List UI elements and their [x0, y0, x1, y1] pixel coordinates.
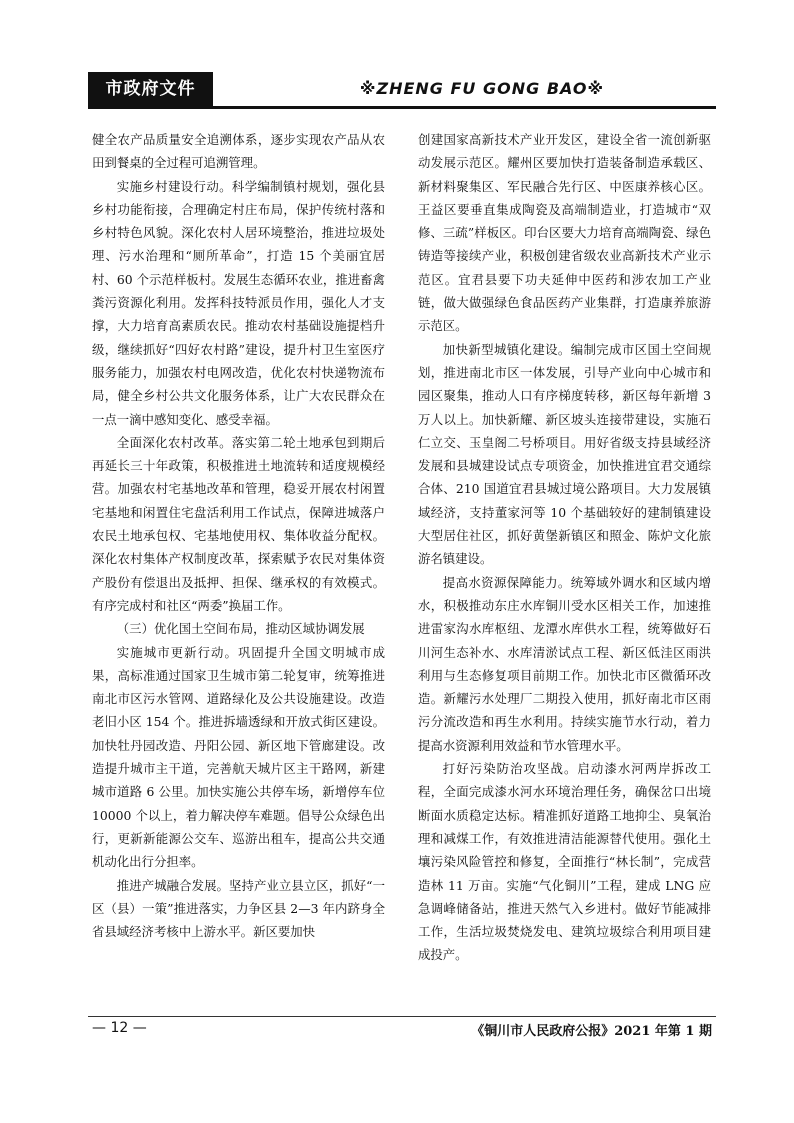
running-title: ※ZHENG FU GONG BAO※ — [359, 79, 605, 98]
section-tag: 市政府文件 — [88, 72, 213, 106]
page-number: — 12 — — [92, 1020, 147, 1036]
left-column — [92, 128, 385, 943]
header-rule — [88, 106, 716, 109]
right-column — [418, 128, 711, 967]
paragraph: 创建国家高新技术产业开发区，建设全省一流创新驱动发展示范区。耀州区要加快打造装备制造承载区、新材料聚集区、军民融合先行区、中医康养核心区。王益区要垂直集成陶瓷及高端制造业，打造城市“双修、三疏”样板区。印台区要大力培育高端陶瓷、绿色铸造等接续产业，积极创建省级农业高新技术产业示范区。宜君县要下功夫延伸中医药和涉农加工产业链，做大做强绿色食品医药产业集群，打造康养旅游示范区。 — [418, 132, 711, 334]
section-heading: （三）优化国土空间布局，推动区域协调发展 — [116, 621, 365, 637]
paragraph: 加快新型城镇化建设。编制完成市区国土空间规划，推进南北市区一体发展，引导产业向中心城市和园区聚集，推动人口有序梯度转移，新区每年新增 3 万人以上。加快新耀、新区坡头连接带建设，实施石仁立交、玉皇阁二号桥项目。用好省级支持县域经济发展和县城建设试点专项资金，加快推进宜君交通综合体、210 国道宜君县城过境公路项目。大力发展镇域经济，支持董家河等 10 个基础较好的建制镇建设大型居住社区，抓好黄堡新镇区和照金、陈炉文化旅游名镇建设。 — [418, 341, 711, 567]
paragraph: 实施乡村建设行动。科学编制镇村规划，强化县乡村功能衔接，合理确定村庄布局，保护传统村落和乡村特色风貌。深化农村人居环境整治，推进垃圾处理、污水治理和“厕所革命”，打造 15 个美丽宜居村、60 个示范样板村。发展生态循环农业，推进畜禽粪污资源化利用。发挥科技特派员作用，强化人才支撑，大力培育高素质农民。推动农村基础设施提档升级，继续抓好“四好农村路”建设，提升村卫生室医疗服务能力，加强农村电网改造，优化农村快递物流布局，健全乡村公共文化服务体系，让广大农民群众在一点一滴中感知变化、感受幸福。 — [92, 178, 385, 427]
publication-name: 《铜川市人民政府公报》2021 年第 1 期 — [471, 1024, 712, 1039]
paragraph: 健全农产品质量安全追溯体系，逐步实现农产品从农田到餐桌的全过程可追溯管理。 — [92, 132, 385, 171]
paragraph: 打好污染防治攻坚战。启动漆水河两岸拆改工程，全面完成漆水河水环境治理任务，确保岔口出境断面水质稳定达标。精准抓好道路工地抑尘、臭氧治理和减煤工作，有效推进清洁能源替代使用。强化土壤污染风险管控和修复，全面推行“林长制”，完成营造林 11 万亩。实施“气化铜川”工程，建成 LNG 应急调峰储备站，推进天然气入乡进村。做好节能减排工作，生活垃圾焚烧发电、建筑垃圾综合利用项目建成投产。 — [418, 761, 711, 963]
paragraph: 实施城市更新行动。巩固提升全国文明城市成果，高标准通过国家卫生城市第二轮复审，统筹推进南北市区污水管网、道路绿化及公共设施建设。改造老旧小区 154 个。推进拆墙透绿和开放式街区建设。加快牡丹园改造、丹阳公园、新区地下管廊建设。改造提升城市主干道，完善航天城片区主干路网，新建城市道路 6 公里。加快实施公共停车场，新增停车位 10000 个以上，着力解决停车难题。倡导公众绿色出行，更新新能源公交车、巡游出租车，提高公共交通机动化出行分担率。 — [92, 644, 385, 870]
page-header — [88, 72, 716, 106]
footer-rule — [88, 1016, 716, 1017]
paragraph: 全面深化农村改革。落实第二轮土地承包到期后再延长三十年政策，积极推进土地流转和适度规模经营。加强农村宅基地改革和管理，稳妥开展农村闲置宅基地和闲置住宅盘活利用工作试点，保障进城落户农民土地承包权、宅基地使用权、集体收益分配权。深化农村集体产权制度改革，探索赋予农民对集体资产股份有偿退出及抵押、担保、继承权的有效模式。有序完成村和社区“两委”换届工作。 — [92, 434, 385, 613]
paragraph: 提高水资源保障能力。统筹域外调水和区域内增水，积极推动东庄水库铜川受水区相关工作，加速推进雷家沟水库枢纽、龙潭水库供水工程，统筹做好石川河生态补水、水库清淤试点工程、新区低洼区雨洪利用与生态修复项目前期工作。加快北市区微循环改造。新耀污水处理厂二期投入使用，抓好南北市区雨污分流改造和再生水利用。持续实施节水行动，着力提高水资源利用效益和节水管理水平。 — [418, 574, 711, 753]
paragraph: 推进产城融合发展。坚持产业立县立区，抓好“一区（县）一策”推进落实，力争区县 2—3 年内跻身全省县域经济考核中上游水平。新区要加快 — [92, 877, 385, 940]
